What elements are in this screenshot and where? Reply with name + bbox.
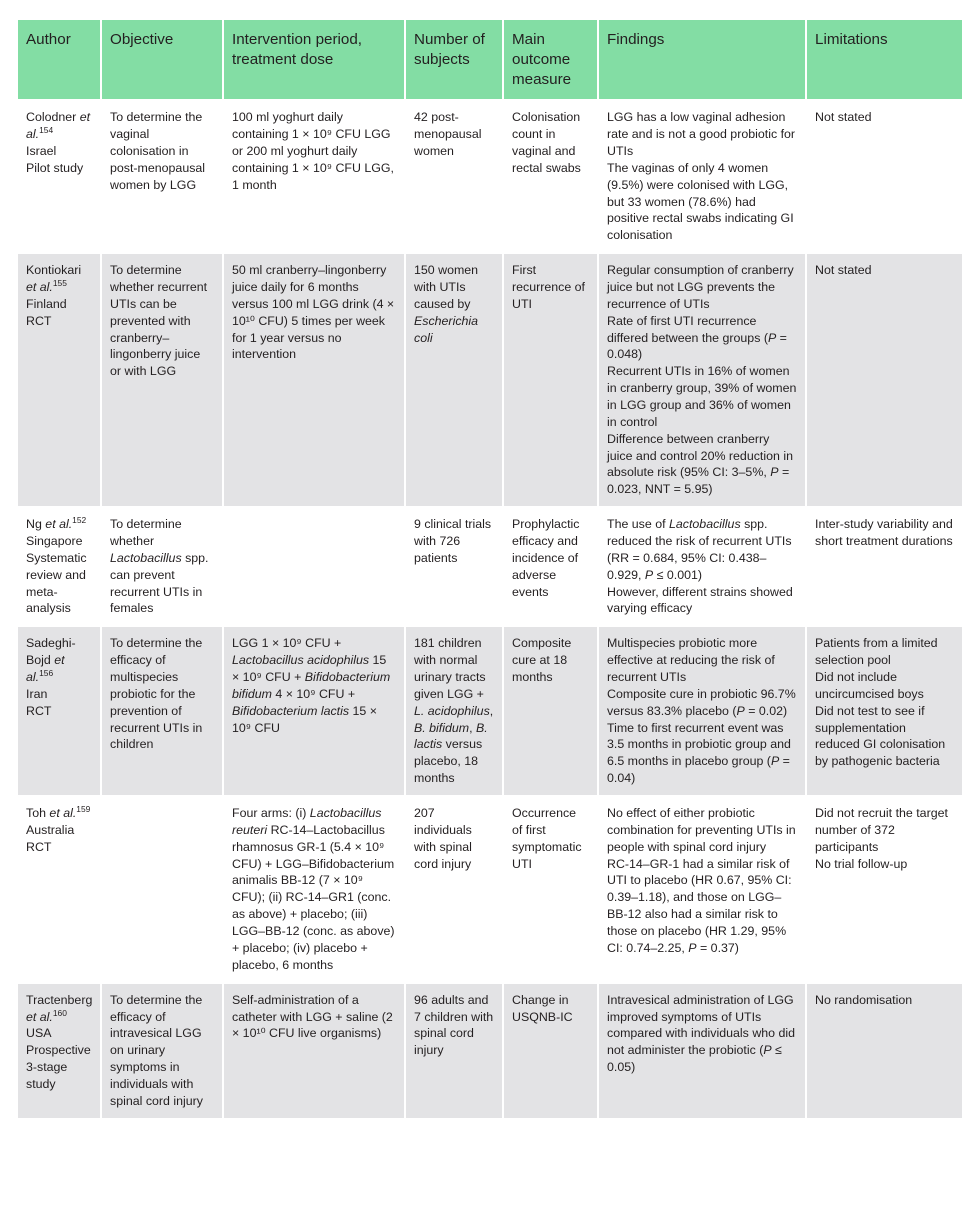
table-header — [18, 20, 962, 100]
cell-outcome: Prophylactic efficacy and incidence of adverse events — [503, 507, 598, 626]
table-row — [18, 983, 962, 1119]
cell-intervention: LGG 1 × 10⁹ CFU + Lactobacillus acidophilus 15 × 10⁹ CFU + Bifidobacterium bifidum 4 × 10⁹ CFU + Bifidobacterium lactis 15 × 10⁹ CFU — [223, 626, 405, 796]
cell-limitations: No randomisation — [806, 983, 962, 1119]
cell-subjects: 9 clinical trials with 726 patients — [405, 507, 503, 626]
cell-outcome: Occurrence of first symptomatic UTI — [503, 796, 598, 983]
cell-intervention: 50 ml cranberry–lingonberry juice daily for 6 months versus 100 ml LGG drink (4 × 10¹⁰ CFU) 5 times per week for 1 year versus no intervention — [223, 253, 405, 507]
cell-author: Ng et al.$^{152}$ Singapore Systematic review and meta-analysis — [18, 507, 101, 626]
cell-limitations: Did not recruit the target number of 372 participants No trial follow-up — [806, 796, 962, 983]
cell-intervention: Self-administration of a catheter with LGG + saline (2 × 10¹⁰ CFU live organisms) — [223, 983, 405, 1119]
cell-subjects: 207 individuals with spinal cord injury — [405, 796, 503, 983]
cell-author: Colodner et al.$^{154}$ Israel Pilot study — [18, 100, 101, 253]
table-row — [18, 100, 962, 253]
cell-limitations: Patients from a limited selection pool Did not include uncircumcised boys Did not test to see if supplementation reduced GI colonisation by pathogenic bacteria — [806, 626, 962, 796]
cell-outcome: Composite cure at 18 months — [503, 626, 598, 796]
cell-outcome: Change in USQNB-IC — [503, 983, 598, 1119]
cell-findings: No effect of either probiotic combination for preventing UTIs in people with spinal cord injury RC-14–GR-1 had a similar risk of UTI to placebo (HR 0.67, 95% CI: 0.39–1.18), and those on LGG–BB-12 also had a similar risk to those on placebo (HR 1.29, 95% CI: 0.74–2.25, P = 0.37) — [598, 796, 806, 983]
table-row — [18, 796, 962, 983]
cell-objective: To determine the efficacy of intravesical LGG on urinary symptoms in individuals with spinal cord injury — [101, 983, 223, 1119]
cell-objective: To determine whether Lactobacillus spp. can prevent recurrent UTIs in females — [101, 507, 223, 626]
cell-findings: Multispecies probiotic more effective at reducing the risk of recurrent UTIs Composite cure in probiotic 96.7% versus 83.3% placebo (P = 0.02) Time to first recurrent event was 3.5 months in probiotic group and 6.5 months in placebo group (P = 0.04) — [598, 626, 806, 796]
cell-findings: The use of Lactobacillus spp. reduced the risk of recurrent UTIs (RR = 0.684, 95% CI: 0.438–0.929, P ≤ 0.001) However, different strains showed varying efficacy — [598, 507, 806, 626]
table-body — [18, 100, 962, 1118]
cell-author: Tractenberg et al.$^{160}$ USA Prospective 3-stage study — [18, 983, 101, 1119]
cell-limitations: Inter-study variability and short treatment durations — [806, 507, 962, 626]
table-row — [18, 626, 962, 796]
table-header-row — [18, 20, 962, 100]
cell-author: Toh et al.$^{159}$ Australia RCT — [18, 796, 101, 983]
column-header-author: Author — [18, 20, 101, 100]
column-header-objective: Objective — [101, 20, 223, 100]
cell-objective — [101, 796, 223, 983]
cell-objective: To determine the efficacy of multispecies probiotic for the prevention of recurrent UTIs in children — [101, 626, 223, 796]
cell-subjects: 181 children with normal urinary tracts given LGG + L. acidophilus, B. bifidum, B. lactis versus placebo, 18 months — [405, 626, 503, 796]
cell-limitations: Not stated — [806, 100, 962, 253]
cell-subjects: 42 post-menopausal women — [405, 100, 503, 253]
column-header-findings: Findings — [598, 20, 806, 100]
cell-intervention: Four arms: (i) Lactobacillus reuteri RC-14–Lactobacillus rhamnosus GR-1 (5.4 × 10⁹ CFU) + LGG–Bifidobacterium animalis BB-12 (7 × 10⁹ CFU); (ii) RC-14–GR1 (conc. as above) + placebo; (iii) LGG–BB-12 (conc. as above) + placebo; (iv) placebo + placebo, 6 months — [223, 796, 405, 983]
column-header-intervention: Intervention period, treatment dose — [223, 20, 405, 100]
cell-objective: To determine the vaginal colonisation in post-menopausal women by LGG — [101, 100, 223, 253]
cell-intervention: 100 ml yoghurt daily containing 1 × 10⁹ CFU LGG or 200 ml yoghurt daily containing 1 × 10⁹ CFU LGG, 1 month — [223, 100, 405, 253]
cell-findings: Intravesical administration of LGG improved symptoms of UTIs compared with individuals who did not administer the probiotic (P ≤ 0.05) — [598, 983, 806, 1119]
probiotics-uti-evidence-table — [18, 20, 962, 1120]
cell-outcome: First recurrence of UTI — [503, 253, 598, 507]
cell-author: Sadeghi-Bojd et al.$^{156}$ Iran RCT — [18, 626, 101, 796]
cell-subjects: 150 women with UTIs caused by Escherichia coli — [405, 253, 503, 507]
column-header-outcome: Main outcome measure — [503, 20, 598, 100]
cell-author: Kontiokari et al.$^{155}$ Finland RCT — [18, 253, 101, 507]
cell-limitations: Not stated — [806, 253, 962, 507]
cell-subjects: 96 adults and 7 children with spinal cord injury — [405, 983, 503, 1119]
table-row — [18, 507, 962, 626]
column-header-limitations: Limitations — [806, 20, 962, 100]
cell-objective: To determine whether recurrent UTIs can be prevented with cranberry–lingonberry juice or with LGG — [101, 253, 223, 507]
column-header-subjects: Number of subjects — [405, 20, 503, 100]
table-row — [18, 253, 962, 507]
cell-findings: Regular consumption of cranberry juice but not LGG prevents the recurrence of UTIs Rate of first UTI recurrence differed between the groups (P = 0.048) Recurrent UTIs in 16% of women in cranberry group, 39% of women in LGG group and 36% of women in control Difference between cranberry juice and control 20% reduction in absolute risk (95% CI: 3–5%, P = 0.023, NNT = 5.95) — [598, 253, 806, 507]
cell-findings: LGG has a low vaginal adhesion rate and is not a good probiotic for UTIs The vaginas of only 4 women (9.5%) were colonised with LGG, but 33 women (78.6%) had positive rectal swabs indicating GI colonisation — [598, 100, 806, 253]
cell-outcome: Colonisation count in vaginal and rectal swabs — [503, 100, 598, 253]
cell-intervention — [223, 507, 405, 626]
